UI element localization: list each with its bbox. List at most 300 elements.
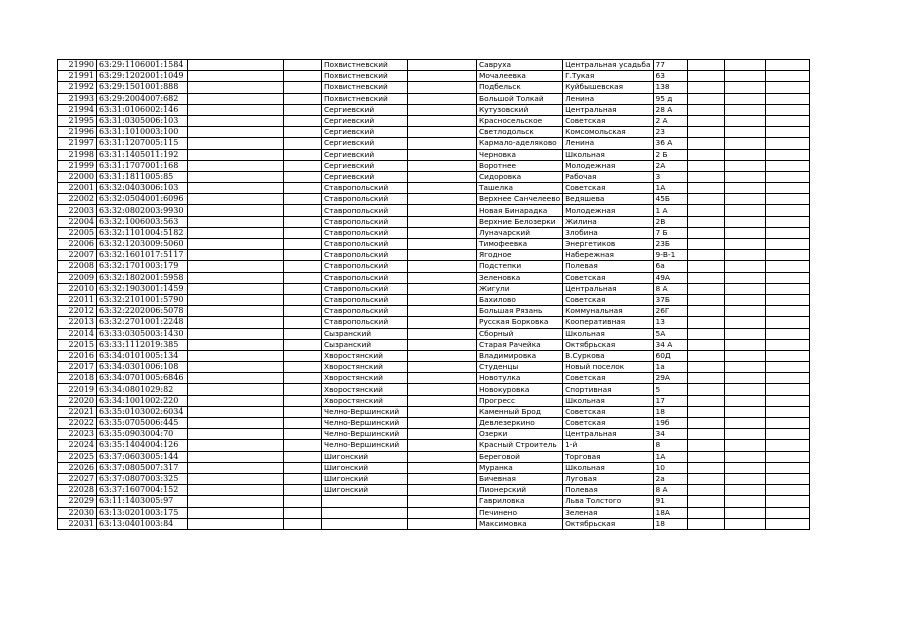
house-cell[interactable]: 5А: [653, 328, 687, 339]
empty-cell[interactable]: [765, 473, 809, 484]
street-cell[interactable]: Советская: [563, 115, 653, 126]
empty-cell[interactable]: [687, 194, 724, 205]
house-cell[interactable]: 34: [653, 429, 687, 440]
street-cell[interactable]: Льва Толстого: [563, 496, 653, 507]
empty-cell[interactable]: [284, 149, 322, 160]
empty-cell[interactable]: [188, 317, 284, 328]
empty-cell[interactable]: [188, 429, 284, 440]
house-cell[interactable]: 1А: [653, 183, 687, 194]
street-cell[interactable]: Молодежная: [563, 205, 653, 216]
empty-cell[interactable]: [284, 362, 322, 373]
empty-cell[interactable]: [188, 250, 284, 261]
district-cell[interactable]: Шигонский: [322, 451, 408, 462]
empty-cell[interactable]: [724, 406, 765, 417]
street-cell[interactable]: Советская: [563, 183, 653, 194]
house-cell[interactable]: 10: [653, 462, 687, 473]
empty-cell[interactable]: [188, 71, 284, 82]
row-number-cell[interactable]: 22026: [58, 462, 97, 473]
house-cell[interactable]: 37Б: [653, 294, 687, 305]
empty-cell[interactable]: [188, 239, 284, 250]
empty-cell[interactable]: [284, 60, 322, 71]
empty-cell[interactable]: [284, 283, 322, 294]
empty-cell[interactable]: [408, 183, 477, 194]
empty-cell[interactable]: [408, 473, 477, 484]
empty-cell[interactable]: [408, 149, 477, 160]
district-cell[interactable]: Челно-Вершинский: [322, 406, 408, 417]
house-cell[interactable]: 5: [653, 384, 687, 395]
district-cell[interactable]: Хворостянский: [322, 373, 408, 384]
locality-cell[interactable]: Береговой: [477, 451, 563, 462]
empty-cell[interactable]: [724, 362, 765, 373]
empty-cell[interactable]: [765, 283, 809, 294]
house-cell[interactable]: 138: [653, 82, 687, 93]
cadastral-number-cell[interactable]: 63:37:0807003:325: [97, 473, 188, 484]
locality-cell[interactable]: Девлезеркино: [477, 418, 563, 429]
empty-cell[interactable]: [284, 440, 322, 451]
locality-cell[interactable]: Кармало-аделяково: [477, 138, 563, 149]
empty-cell[interactable]: [284, 418, 322, 429]
district-cell[interactable]: Ставропольский: [322, 216, 408, 227]
empty-cell[interactable]: [284, 183, 322, 194]
empty-cell[interactable]: [408, 317, 477, 328]
empty-cell[interactable]: [687, 93, 724, 104]
empty-cell[interactable]: [188, 350, 284, 361]
locality-cell[interactable]: Старая Рачейка: [477, 339, 563, 350]
empty-cell[interactable]: [188, 418, 284, 429]
empty-cell[interactable]: [284, 115, 322, 126]
district-cell[interactable]: Челно-Вершинский: [322, 440, 408, 451]
empty-cell[interactable]: [687, 171, 724, 182]
empty-cell[interactable]: [188, 496, 284, 507]
empty-cell[interactable]: [188, 183, 284, 194]
house-cell[interactable]: 36 А: [653, 138, 687, 149]
empty-cell[interactable]: [408, 362, 477, 373]
house-cell[interactable]: 23: [653, 127, 687, 138]
row-number-cell[interactable]: 22014: [58, 328, 97, 339]
district-cell[interactable]: Шигонский: [322, 462, 408, 473]
cadastral-number-cell[interactable]: 63:35:1404004:126: [97, 440, 188, 451]
empty-cell[interactable]: [687, 127, 724, 138]
empty-cell[interactable]: [765, 328, 809, 339]
cadastral-number-cell[interactable]: 63:32:2701001:2248: [97, 317, 188, 328]
empty-cell[interactable]: [284, 160, 322, 171]
empty-cell[interactable]: [765, 171, 809, 182]
locality-cell[interactable]: Русская Борковка: [477, 317, 563, 328]
street-cell[interactable]: Советская: [563, 418, 653, 429]
empty-cell[interactable]: [724, 71, 765, 82]
empty-cell[interactable]: [188, 227, 284, 238]
locality-cell[interactable]: Студенцы: [477, 362, 563, 373]
empty-cell[interactable]: [687, 440, 724, 451]
house-cell[interactable]: 8: [653, 440, 687, 451]
locality-cell[interactable]: Савруха: [477, 60, 563, 71]
empty-cell[interactable]: [724, 183, 765, 194]
empty-cell[interactable]: [687, 418, 724, 429]
empty-cell[interactable]: [408, 507, 477, 518]
house-cell[interactable]: 95 д: [653, 93, 687, 104]
cadastral-number-cell[interactable]: 63:34:0301006:108: [97, 362, 188, 373]
street-cell[interactable]: Советская: [563, 406, 653, 417]
empty-cell[interactable]: [765, 306, 809, 317]
empty-cell[interactable]: [408, 294, 477, 305]
district-cell[interactable]: Сызранский: [322, 339, 408, 350]
district-cell[interactable]: Сергиевский: [322, 171, 408, 182]
row-number-cell[interactable]: 22011: [58, 294, 97, 305]
cadastral-number-cell[interactable]: 63:32:0802003:9930: [97, 205, 188, 216]
empty-cell[interactable]: [284, 507, 322, 518]
row-number-cell[interactable]: 22002: [58, 194, 97, 205]
empty-cell[interactable]: [687, 239, 724, 250]
street-cell[interactable]: Центральная усадьба: [563, 60, 653, 71]
house-cell[interactable]: 17: [653, 395, 687, 406]
empty-cell[interactable]: [724, 306, 765, 317]
row-number-cell[interactable]: 22010: [58, 283, 97, 294]
cadastral-number-cell[interactable]: 63:32:1006003:563: [97, 216, 188, 227]
district-cell[interactable]: Ставропольский: [322, 250, 408, 261]
empty-cell[interactable]: [284, 429, 322, 440]
empty-cell[interactable]: [687, 82, 724, 93]
street-cell[interactable]: Центральная: [563, 104, 653, 115]
empty-cell[interactable]: [408, 384, 477, 395]
district-cell[interactable]: Сергиевский: [322, 149, 408, 160]
empty-cell[interactable]: [765, 104, 809, 115]
locality-cell[interactable]: Мочалеевка: [477, 71, 563, 82]
empty-cell[interactable]: [765, 71, 809, 82]
locality-cell[interactable]: Красный Строитель: [477, 440, 563, 451]
empty-cell[interactable]: [188, 440, 284, 451]
row-number-cell[interactable]: 22030: [58, 507, 97, 518]
district-cell[interactable]: Похвистневский: [322, 93, 408, 104]
house-cell[interactable]: 60Д: [653, 350, 687, 361]
empty-cell[interactable]: [687, 429, 724, 440]
empty-cell[interactable]: [188, 104, 284, 115]
cadastral-number-cell[interactable]: 63:32:2202006:5078: [97, 306, 188, 317]
empty-cell[interactable]: [408, 138, 477, 149]
street-cell[interactable]: Октябрьская: [563, 518, 653, 529]
empty-cell[interactable]: [724, 171, 765, 182]
empty-cell[interactable]: [724, 507, 765, 518]
cadastral-number-cell[interactable]: 63:31:1707001:168: [97, 160, 188, 171]
empty-cell[interactable]: [188, 518, 284, 529]
row-number-cell[interactable]: 21999: [58, 160, 97, 171]
cadastral-number-cell[interactable]: 63:33:0305003:1430: [97, 328, 188, 339]
empty-cell[interactable]: [724, 485, 765, 496]
empty-cell[interactable]: [188, 194, 284, 205]
district-cell[interactable]: Шигонский: [322, 473, 408, 484]
empty-cell[interactable]: [408, 250, 477, 261]
cadastral-number-cell[interactable]: 63:31:0305006:103: [97, 115, 188, 126]
empty-cell[interactable]: [408, 350, 477, 361]
empty-cell[interactable]: [765, 205, 809, 216]
district-cell[interactable]: Ставропольский: [322, 306, 408, 317]
empty-cell[interactable]: [408, 261, 477, 272]
empty-cell[interactable]: [408, 93, 477, 104]
empty-cell[interactable]: [408, 451, 477, 462]
locality-cell[interactable]: Печинено: [477, 507, 563, 518]
district-cell[interactable]: Ставропольский: [322, 194, 408, 205]
street-cell[interactable]: В.Суркова: [563, 350, 653, 361]
street-cell[interactable]: Злобина: [563, 227, 653, 238]
empty-cell[interactable]: [765, 82, 809, 93]
locality-cell[interactable]: Владимировка: [477, 350, 563, 361]
cadastral-number-cell[interactable]: 63:29:1501001:888: [97, 82, 188, 93]
empty-cell[interactable]: [687, 183, 724, 194]
empty-cell[interactable]: [687, 160, 724, 171]
empty-cell[interactable]: [284, 395, 322, 406]
empty-cell[interactable]: [408, 227, 477, 238]
house-cell[interactable]: 2В: [653, 216, 687, 227]
empty-cell[interactable]: [408, 406, 477, 417]
cadastral-number-cell[interactable]: 63:35:0103002:6034: [97, 406, 188, 417]
cadastral-number-cell[interactable]: 63:35:0903004:70: [97, 429, 188, 440]
row-number-cell[interactable]: 22023: [58, 429, 97, 440]
house-cell[interactable]: 9-В-1: [653, 250, 687, 261]
empty-cell[interactable]: [284, 473, 322, 484]
empty-cell[interactable]: [724, 440, 765, 451]
empty-cell[interactable]: [284, 339, 322, 350]
empty-cell[interactable]: [408, 339, 477, 350]
street-cell[interactable]: Кооперативная: [563, 317, 653, 328]
locality-cell[interactable]: Ягодное: [477, 250, 563, 261]
empty-cell[interactable]: [408, 496, 477, 507]
house-cell[interactable]: 77: [653, 60, 687, 71]
empty-cell[interactable]: [408, 194, 477, 205]
house-cell[interactable]: 2А: [653, 160, 687, 171]
empty-cell[interactable]: [188, 171, 284, 182]
house-cell[interactable]: 6а: [653, 261, 687, 272]
empty-cell[interactable]: [284, 261, 322, 272]
house-cell[interactable]: 18А: [653, 507, 687, 518]
district-cell[interactable]: Ставропольский: [322, 317, 408, 328]
empty-cell[interactable]: [188, 462, 284, 473]
locality-cell[interactable]: Черновка: [477, 149, 563, 160]
empty-cell[interactable]: [408, 104, 477, 115]
empty-cell[interactable]: [188, 451, 284, 462]
row-number-cell[interactable]: 22003: [58, 205, 97, 216]
house-cell[interactable]: 63: [653, 71, 687, 82]
row-number-cell[interactable]: 22006: [58, 239, 97, 250]
empty-cell[interactable]: [284, 171, 322, 182]
district-cell[interactable]: Шигонский: [322, 485, 408, 496]
empty-cell[interactable]: [284, 496, 322, 507]
empty-cell[interactable]: [724, 384, 765, 395]
empty-cell[interactable]: [724, 60, 765, 71]
empty-cell[interactable]: [724, 138, 765, 149]
empty-cell[interactable]: [724, 496, 765, 507]
district-cell[interactable]: Сергиевский: [322, 127, 408, 138]
locality-cell[interactable]: Сборный: [477, 328, 563, 339]
empty-cell[interactable]: [188, 82, 284, 93]
locality-cell[interactable]: Жигули: [477, 283, 563, 294]
empty-cell[interactable]: [188, 373, 284, 384]
empty-cell[interactable]: [687, 485, 724, 496]
row-number-cell[interactable]: 22008: [58, 261, 97, 272]
empty-cell[interactable]: [687, 507, 724, 518]
empty-cell[interactable]: [724, 328, 765, 339]
empty-cell[interactable]: [765, 261, 809, 272]
cadastral-number-cell[interactable]: 63:29:1106001:1584: [97, 60, 188, 71]
empty-cell[interactable]: [284, 127, 322, 138]
empty-cell[interactable]: [724, 462, 765, 473]
house-cell[interactable]: 8 А: [653, 485, 687, 496]
empty-cell[interactable]: [765, 115, 809, 126]
empty-cell[interactable]: [724, 205, 765, 216]
district-cell[interactable]: Похвистневский: [322, 82, 408, 93]
row-number-cell[interactable]: 22019: [58, 384, 97, 395]
house-cell[interactable]: 18: [653, 406, 687, 417]
cadastral-number-cell[interactable]: 63:32:1203009:5060: [97, 239, 188, 250]
empty-cell[interactable]: [724, 294, 765, 305]
empty-cell[interactable]: [765, 451, 809, 462]
empty-cell[interactable]: [687, 395, 724, 406]
empty-cell[interactable]: [687, 294, 724, 305]
cadastral-number-cell[interactable]: 63:29:1202001:1049: [97, 71, 188, 82]
row-number-cell[interactable]: 22004: [58, 216, 97, 227]
empty-cell[interactable]: [408, 71, 477, 82]
empty-cell[interactable]: [284, 71, 322, 82]
row-number-cell[interactable]: 21994: [58, 104, 97, 115]
locality-cell[interactable]: Сидоровка: [477, 171, 563, 182]
house-cell[interactable]: 1А: [653, 451, 687, 462]
locality-cell[interactable]: Пионерский: [477, 485, 563, 496]
district-cell[interactable]: Сергиевский: [322, 104, 408, 115]
empty-cell[interactable]: [724, 160, 765, 171]
cadastral-number-cell[interactable]: 63:32:1101004:5182: [97, 227, 188, 238]
district-cell[interactable]: Хворостянский: [322, 350, 408, 361]
empty-cell[interactable]: [687, 149, 724, 160]
empty-cell[interactable]: [284, 82, 322, 93]
house-cell[interactable]: 18: [653, 518, 687, 529]
street-cell[interactable]: Новый поселок: [563, 362, 653, 373]
empty-cell[interactable]: [188, 160, 284, 171]
empty-cell[interactable]: [188, 261, 284, 272]
street-cell[interactable]: Советская: [563, 272, 653, 283]
house-cell[interactable]: 28 А: [653, 104, 687, 115]
empty-cell[interactable]: [408, 328, 477, 339]
street-cell[interactable]: Советская: [563, 294, 653, 305]
empty-cell[interactable]: [724, 518, 765, 529]
cadastral-number-cell[interactable]: 63:34:0801029:82: [97, 384, 188, 395]
empty-cell[interactable]: [765, 362, 809, 373]
locality-cell[interactable]: Красносельское: [477, 115, 563, 126]
row-number-cell[interactable]: 22000: [58, 171, 97, 182]
empty-cell[interactable]: [765, 149, 809, 160]
empty-cell[interactable]: [284, 350, 322, 361]
empty-cell[interactable]: [408, 373, 477, 384]
empty-cell[interactable]: [284, 328, 322, 339]
empty-cell[interactable]: [188, 406, 284, 417]
row-number-cell[interactable]: 22017: [58, 362, 97, 373]
row-number-cell[interactable]: 21998: [58, 149, 97, 160]
empty-cell[interactable]: [687, 473, 724, 484]
empty-cell[interactable]: [765, 462, 809, 473]
empty-cell[interactable]: [687, 272, 724, 283]
empty-cell[interactable]: [765, 496, 809, 507]
row-number-cell[interactable]: 22025: [58, 451, 97, 462]
district-cell[interactable]: Ставропольский: [322, 294, 408, 305]
empty-cell[interactable]: [765, 373, 809, 384]
street-cell[interactable]: Центральная: [563, 429, 653, 440]
district-cell[interactable]: Ставропольский: [322, 205, 408, 216]
empty-cell[interactable]: [188, 294, 284, 305]
empty-cell[interactable]: [188, 507, 284, 518]
street-cell[interactable]: Молодежная: [563, 160, 653, 171]
street-cell[interactable]: Полевая: [563, 485, 653, 496]
empty-cell[interactable]: [408, 205, 477, 216]
cadastral-number-cell[interactable]: 63:34:0701005:6846: [97, 373, 188, 384]
row-number-cell[interactable]: 22027: [58, 473, 97, 484]
empty-cell[interactable]: [765, 317, 809, 328]
empty-cell[interactable]: [765, 60, 809, 71]
empty-cell[interactable]: [284, 451, 322, 462]
empty-cell[interactable]: [188, 362, 284, 373]
house-cell[interactable]: 45Б: [653, 194, 687, 205]
district-cell[interactable]: [322, 518, 408, 529]
row-number-cell[interactable]: 21990: [58, 60, 97, 71]
row-number-cell[interactable]: 22009: [58, 272, 97, 283]
street-cell[interactable]: Набережная: [563, 250, 653, 261]
empty-cell[interactable]: [188, 473, 284, 484]
house-cell[interactable]: 2а: [653, 473, 687, 484]
cadastral-number-cell[interactable]: 63:34:0101005:134: [97, 350, 188, 361]
empty-cell[interactable]: [687, 384, 724, 395]
row-number-cell[interactable]: 22021: [58, 406, 97, 417]
district-cell[interactable]: Ставропольский: [322, 239, 408, 250]
empty-cell[interactable]: [408, 60, 477, 71]
empty-cell[interactable]: [687, 406, 724, 417]
locality-cell[interactable]: Светлодольск: [477, 127, 563, 138]
empty-cell[interactable]: [765, 294, 809, 305]
street-cell[interactable]: Коммунальная: [563, 306, 653, 317]
district-cell[interactable]: Хворостянский: [322, 384, 408, 395]
empty-cell[interactable]: [765, 227, 809, 238]
cadastral-number-cell[interactable]: 63:13:0401003:84: [97, 518, 188, 529]
empty-cell[interactable]: [408, 429, 477, 440]
empty-cell[interactable]: [687, 518, 724, 529]
empty-cell[interactable]: [724, 283, 765, 294]
locality-cell[interactable]: Тимофеевка: [477, 239, 563, 250]
house-cell[interactable]: 7 Б: [653, 227, 687, 238]
empty-cell[interactable]: [188, 485, 284, 496]
empty-cell[interactable]: [765, 418, 809, 429]
cadastral-number-cell[interactable]: 63:13:0201003:175: [97, 507, 188, 518]
empty-cell[interactable]: [188, 93, 284, 104]
cadastral-number-cell[interactable]: 63:32:0403006:103: [97, 183, 188, 194]
empty-cell[interactable]: [687, 306, 724, 317]
empty-cell[interactable]: [765, 384, 809, 395]
empty-cell[interactable]: [188, 339, 284, 350]
empty-cell[interactable]: [765, 518, 809, 529]
row-number-cell[interactable]: 21995: [58, 115, 97, 126]
cadastral-number-cell[interactable]: 63:31:1811005:85: [97, 171, 188, 182]
street-cell[interactable]: Жилина: [563, 216, 653, 227]
district-cell[interactable]: Ставропольский: [322, 261, 408, 272]
empty-cell[interactable]: [724, 104, 765, 115]
locality-cell[interactable]: Максимовка: [477, 518, 563, 529]
row-number-cell[interactable]: 22018: [58, 373, 97, 384]
empty-cell[interactable]: [765, 339, 809, 350]
empty-cell[interactable]: [284, 384, 322, 395]
row-number-cell[interactable]: 21997: [58, 138, 97, 149]
cadastral-number-cell[interactable]: 63:35:0705006:445: [97, 418, 188, 429]
empty-cell[interactable]: [284, 317, 322, 328]
empty-cell[interactable]: [284, 216, 322, 227]
empty-cell[interactable]: [408, 127, 477, 138]
row-number-cell[interactable]: 22024: [58, 440, 97, 451]
house-cell[interactable]: 29А: [653, 373, 687, 384]
street-cell[interactable]: Советская: [563, 373, 653, 384]
locality-cell[interactable]: Подстепки: [477, 261, 563, 272]
